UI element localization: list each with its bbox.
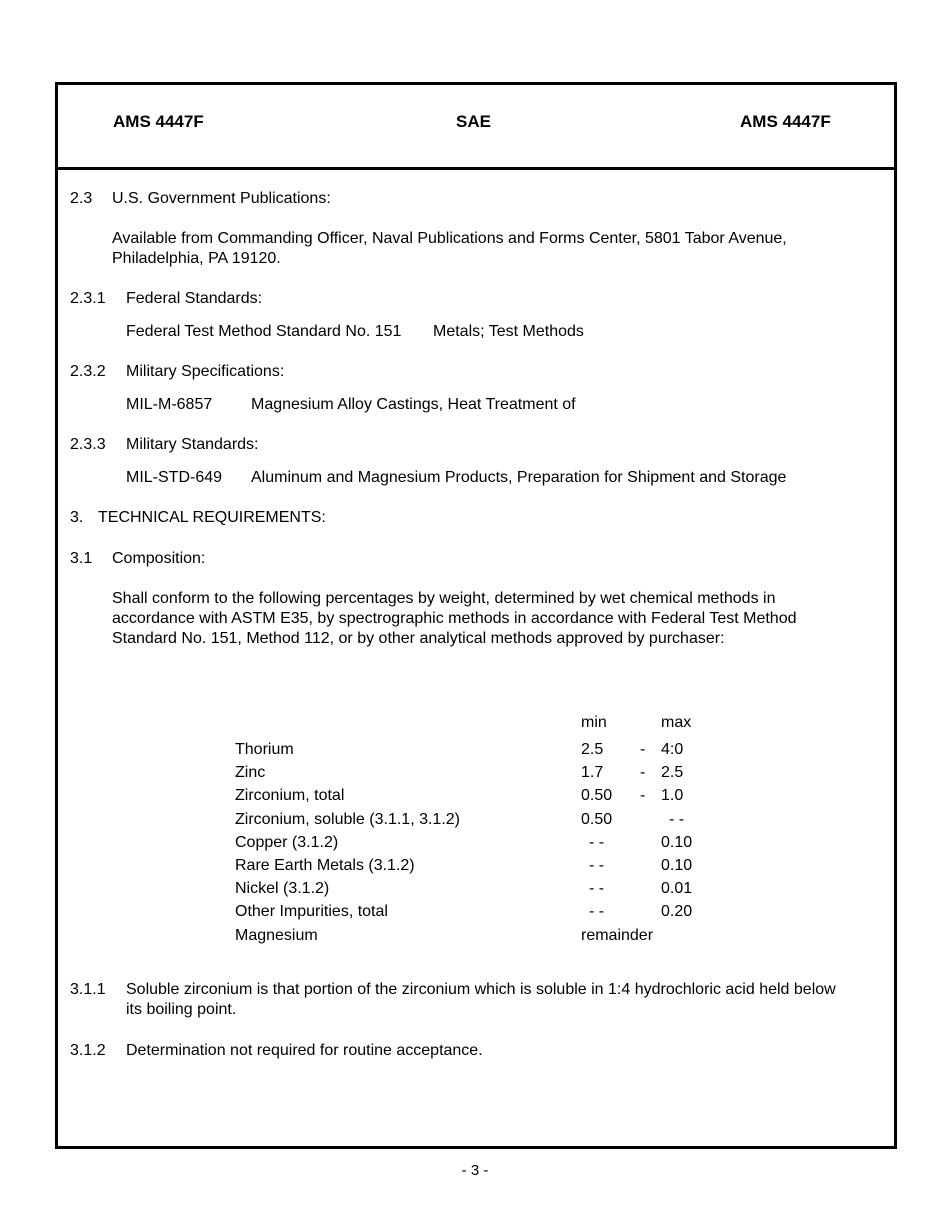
- section-body: Determination not required for routine acceptance.: [126, 1042, 483, 1059]
- header-doc-id-right: AMS 4447F: [740, 112, 831, 131]
- cell-min: 2.5: [581, 741, 604, 758]
- section-number: 3.1: [70, 550, 93, 567]
- cell-min: - -: [589, 834, 605, 851]
- header-doc-id-left: AMS 4447F: [113, 112, 204, 131]
- cell-max: - -: [669, 811, 685, 828]
- section-number: 2.3.2: [70, 363, 106, 380]
- cell-max: 0.10: [661, 857, 693, 874]
- cell-max: 0.10: [661, 834, 693, 851]
- cell-element: Thorium: [235, 741, 294, 758]
- cell-separator: -: [640, 764, 646, 781]
- section-body: Soluble zirconium is that portion of the zirconium which is soluble in 1:4 hydrochloric acid held below its boiling point.: [126, 981, 836, 1018]
- cell-element: Zinc: [235, 764, 266, 781]
- cell-element: Magnesium: [235, 927, 318, 944]
- cell-min: remainder: [581, 927, 654, 944]
- reference-id: Federal Test Method Standard No. 151: [126, 323, 402, 340]
- cell-element: Zirconium, total: [235, 787, 345, 804]
- cell-element: Nickel (3.1.2): [235, 880, 330, 897]
- cell-min: - -: [589, 903, 605, 920]
- reference-id: MIL-M-6857: [126, 396, 213, 413]
- cell-element: Copper (3.1.2): [235, 834, 339, 851]
- cell-min: 1.7: [581, 764, 604, 781]
- section-body: Available from Commanding Officer, Naval Publications and Forms Center, 5801 Tabor Avenue, Philadelphia, PA 19120.: [112, 230, 787, 267]
- section-number: 2.3.1: [70, 290, 106, 307]
- column-header-min: min: [581, 714, 607, 731]
- header-divider: [58, 167, 894, 170]
- section-title: Composition:: [112, 550, 206, 567]
- section-body: Shall conform to the following percentages by weight, determined by wet chemical methods in accordance with ASTM E35, by spectrographic methods in accordance with Federal Test Method Standard No. 151, Method 112, or by other analytical methods approved by purchaser:: [112, 590, 797, 647]
- cell-min: 0.50: [581, 787, 613, 804]
- cell-separator: -: [640, 741, 646, 758]
- reference-title: Magnesium Alloy Castings, Heat Treatment of: [251, 396, 576, 413]
- section-number: 2.3.3: [70, 436, 106, 453]
- cell-max: 2.5: [661, 764, 684, 781]
- cell-max: 4:0: [661, 741, 684, 758]
- cell-min: 0.50: [581, 811, 613, 828]
- cell-min: - -: [589, 857, 605, 874]
- section-number: 2.3: [70, 190, 93, 207]
- cell-element: Other Impurities, total: [235, 903, 388, 920]
- section-title: Military Specifications:: [126, 363, 285, 380]
- reference-id: MIL-STD-649: [126, 469, 223, 486]
- cell-max: 0.20: [661, 903, 693, 920]
- cell-max: 0.01: [661, 880, 693, 897]
- header-publisher: SAE: [456, 112, 491, 131]
- section-number: 3.: [70, 509, 84, 526]
- page-number: - 3 -: [461, 1162, 489, 1179]
- cell-separator: -: [640, 787, 646, 804]
- section-number: 3.1.1: [70, 981, 106, 998]
- cell-element: Zirconium, soluble (3.1.1, 3.1.2): [235, 811, 460, 828]
- section-title: U.S. Government Publications:: [112, 190, 331, 207]
- column-header-max: max: [661, 714, 692, 731]
- cell-element: Rare Earth Metals (3.1.2): [235, 857, 415, 874]
- reference-title: Metals; Test Methods: [433, 323, 584, 340]
- section-title: Federal Standards:: [126, 290, 263, 307]
- section-title: Military Standards:: [126, 436, 259, 453]
- cell-max: 1.0: [661, 787, 684, 804]
- cell-min: - -: [589, 880, 605, 897]
- section-title: TECHNICAL REQUIREMENTS:: [98, 509, 326, 526]
- reference-title: Aluminum and Magnesium Products, Preparation for Shipment and Storage: [251, 469, 787, 486]
- section-number: 3.1.2: [70, 1042, 106, 1059]
